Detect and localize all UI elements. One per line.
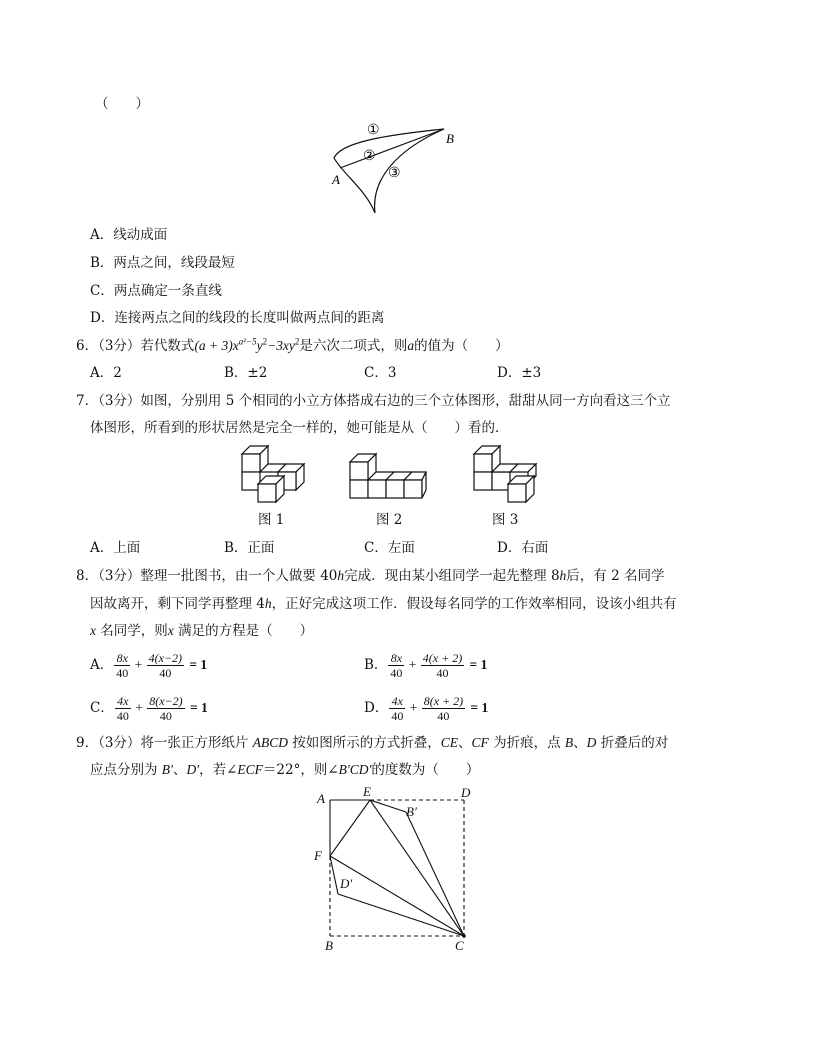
q6-var: a [407,338,415,353]
q8-l1-h1: h [337,568,345,583]
q5-figure [326,120,466,220]
q6-option-b: B．±2 [224,365,268,381]
q9-label-B: B [325,938,333,953]
q5-label-A: A [332,172,340,187]
q8-d-label: D． [364,700,389,716]
q9-l2-d1: D' [186,762,200,777]
q9-figure [308,784,488,956]
q6-middle: 是六次二项式，则 [299,338,408,354]
q8-l3-x2: x [167,623,174,638]
q7-figure-2 [348,452,428,504]
q9-l1-B: B [564,735,574,750]
q9-l2-b1: B' [161,762,173,777]
q9-l1-D: D [586,735,597,750]
q8-b-frac1 [388,651,404,680]
q8-option-d: D． $\frac{4x}{40}$ + $\frac{8(x + 2)}{40}$ = 1 [364,694,489,723]
q9-l1-ce: CE [440,735,459,750]
q8-b-label: B． [364,657,388,673]
q9-stem-line1 [76,734,668,752]
q5-option-b: B．两点之间，线段最短 [90,255,235,271]
q8-l2-a: 因故离开，剩下同学再整理 4 [90,596,265,612]
q5-option-d: D．连接两点之间的线段的长度叫做两点间的距离 [90,310,385,326]
q5-option-a: A．线动成面 [90,227,168,243]
q8-d-frac1 [389,694,405,723]
q7-caption-2: 图 2 [376,512,403,528]
q7-stem-line2: 体图形，所看到的形状居然是完全一样的，她可能是从（ ）看的． [90,420,509,436]
q8-a-n1: 8x [114,651,130,666]
q6-exp1: a²−5 [238,336,257,347]
q8-a-rhs: = 1 [189,657,208,672]
q7-option-b: B．正面 [224,540,275,556]
q6-exp3: 2 [294,336,300,347]
q6-option-c: C．3 [364,365,397,381]
q8-b-d1: 40 [390,666,403,680]
q8-a-d2: 40 [159,666,172,680]
q8-option-b: B． $\frac{8x}{40}$ + $\frac{4(x + 2)}{40}$ = 1 [364,651,488,680]
q6-option-a: A．2 [90,365,122,381]
q7-figure-3 [472,444,552,504]
q9-l1-b: 按如图所示的方式折叠， [287,735,441,751]
q8-l3-x1: x [90,623,96,638]
q8-l2-h: h [264,596,272,611]
q9-label-Dprime: D′ [340,876,353,891]
q8-c-d1: 40 [116,709,129,723]
q9-l2-b: 、 [172,762,187,778]
q9-l1-e: 、 [573,735,587,751]
q8-c-frac2 [147,694,184,723]
q8-d-n1: 4x [389,694,405,709]
q8-b-rhs: = 1 [469,657,488,672]
q5-label-B: B [446,131,454,146]
q8-a-frac1 [114,651,130,680]
q9-label-F: F [314,848,322,863]
q9-stem-line2 [90,761,479,779]
q8-option-c: C． $\frac{4x}{40}$ + $\frac{8(x-2)}{40}$ = 1 [90,694,208,723]
q9-l1-a: 9．（3分）将一张正方形纸片 [76,735,253,751]
q9-l1-f: 折叠后的对 [596,735,669,751]
q8-stem-line2 [90,595,677,613]
q7-stem-line1: 7．（3分）如图，分别用 5 个相同的小立方体搭成右边的三个立体图形，甜甜从同一方向看这三个立 [76,393,671,409]
q6-suffix: 的值为（ ） [414,338,509,354]
q8-c-frac1 [115,694,131,723]
q8-l2-b: ，正好完成这项工作．假设每名同学的工作效率相同，设该小组共有 [271,596,677,612]
q8-b-n2: 4(x + 2) [422,651,463,665]
q8-l3-a: 名同学，则 [96,623,168,639]
q9-l2-bcd: B'CD' [338,762,372,777]
q8-l1-c: 后，有 2 名同学 [566,568,665,584]
q9-l1-d: 为折痕，点 [488,735,565,751]
q8-d-frac2 [422,694,465,723]
q6-prefix: 6．（3分）若代数式 [76,338,195,354]
q9-label-A: A [317,791,325,806]
q9-l2-e: 的度数为（ ） [371,762,480,778]
q6-expr-c: −3xy [267,338,295,353]
q6-stem [76,337,509,355]
q5-answer-paren: （ ） [95,96,149,112]
q9-l1-c: 、 [458,735,472,751]
q8-a-d1: 40 [116,666,129,680]
q6-expr-a: (a + 3)x [194,338,239,353]
q6-option-d: D．±3 [497,365,542,381]
q8-c-d2: 40 [159,709,172,723]
q8-b-d2: 40 [436,666,449,680]
q8-a-frac2 [147,651,184,680]
q8-c-rhs: = 1 [189,700,208,715]
q6-expr-b: y [256,338,263,353]
q9-label-C: C [455,938,464,953]
q7-caption-3: 图 3 [492,512,519,528]
q8-l1-h2: h [559,568,567,583]
q5-label-c2: ② [363,149,376,164]
q8-d-rhs: = 1 [470,700,489,715]
q8-a-label: A． [90,657,114,673]
q8-d-d1: 40 [391,709,404,723]
q8-option-a: A． $\frac{8x}{40}$ + $\frac{4(x-2)}{40}$ = 1 [90,651,208,680]
q7-option-a: A．上面 [90,540,141,556]
q6-exp2: 2 [262,336,268,347]
q9-l2-d: ＝22°，则∠ [262,762,339,778]
q7-option-c: C．左面 [364,540,415,556]
q8-b-n1: 8x [388,651,404,666]
q8-l1-b: 完成．现由某小组同学一起先整理 8 [344,568,560,584]
q8-stem-line1 [76,567,664,585]
q9-l1-cf: CF [471,735,489,750]
q8-d-n2: 8(x + 2) [423,694,464,708]
q8-l3-b: 满足的方程是（ ） [173,623,314,639]
q8-c-n2: 8(x−2) [149,694,183,708]
q7-option-d: D．右面 [497,540,549,556]
q9-l2-ecf: ECF [237,762,263,777]
q8-stem-line3 [90,622,313,640]
q8-b-frac2 [421,651,464,680]
q5-label-c3: ③ [388,166,401,181]
q9-l2-c: ，若∠ [199,762,238,778]
q9-l1-abcd: ABCD [252,735,288,750]
q7-caption-1: 图 1 [258,512,285,528]
q9-label-D: D [461,785,471,800]
q5-option-c: C．两点确定一条直线 [90,283,222,299]
q8-a-n2: 4(x−2) [148,651,183,665]
q9-label-E: E [363,784,371,799]
q7-figure-1 [240,444,320,504]
q5-label-c1: ① [367,123,380,138]
q8-l1-a: 8．（3分）整理一批图书，由一个人做要 40 [76,568,338,584]
q8-d-d2: 40 [437,709,450,723]
q9-label-Bprime: B′ [406,804,417,819]
q8-c-n1: 4x [115,694,131,709]
q8-c-label: C． [90,700,114,716]
q9-l2-a: 应点分别为 [90,762,162,778]
